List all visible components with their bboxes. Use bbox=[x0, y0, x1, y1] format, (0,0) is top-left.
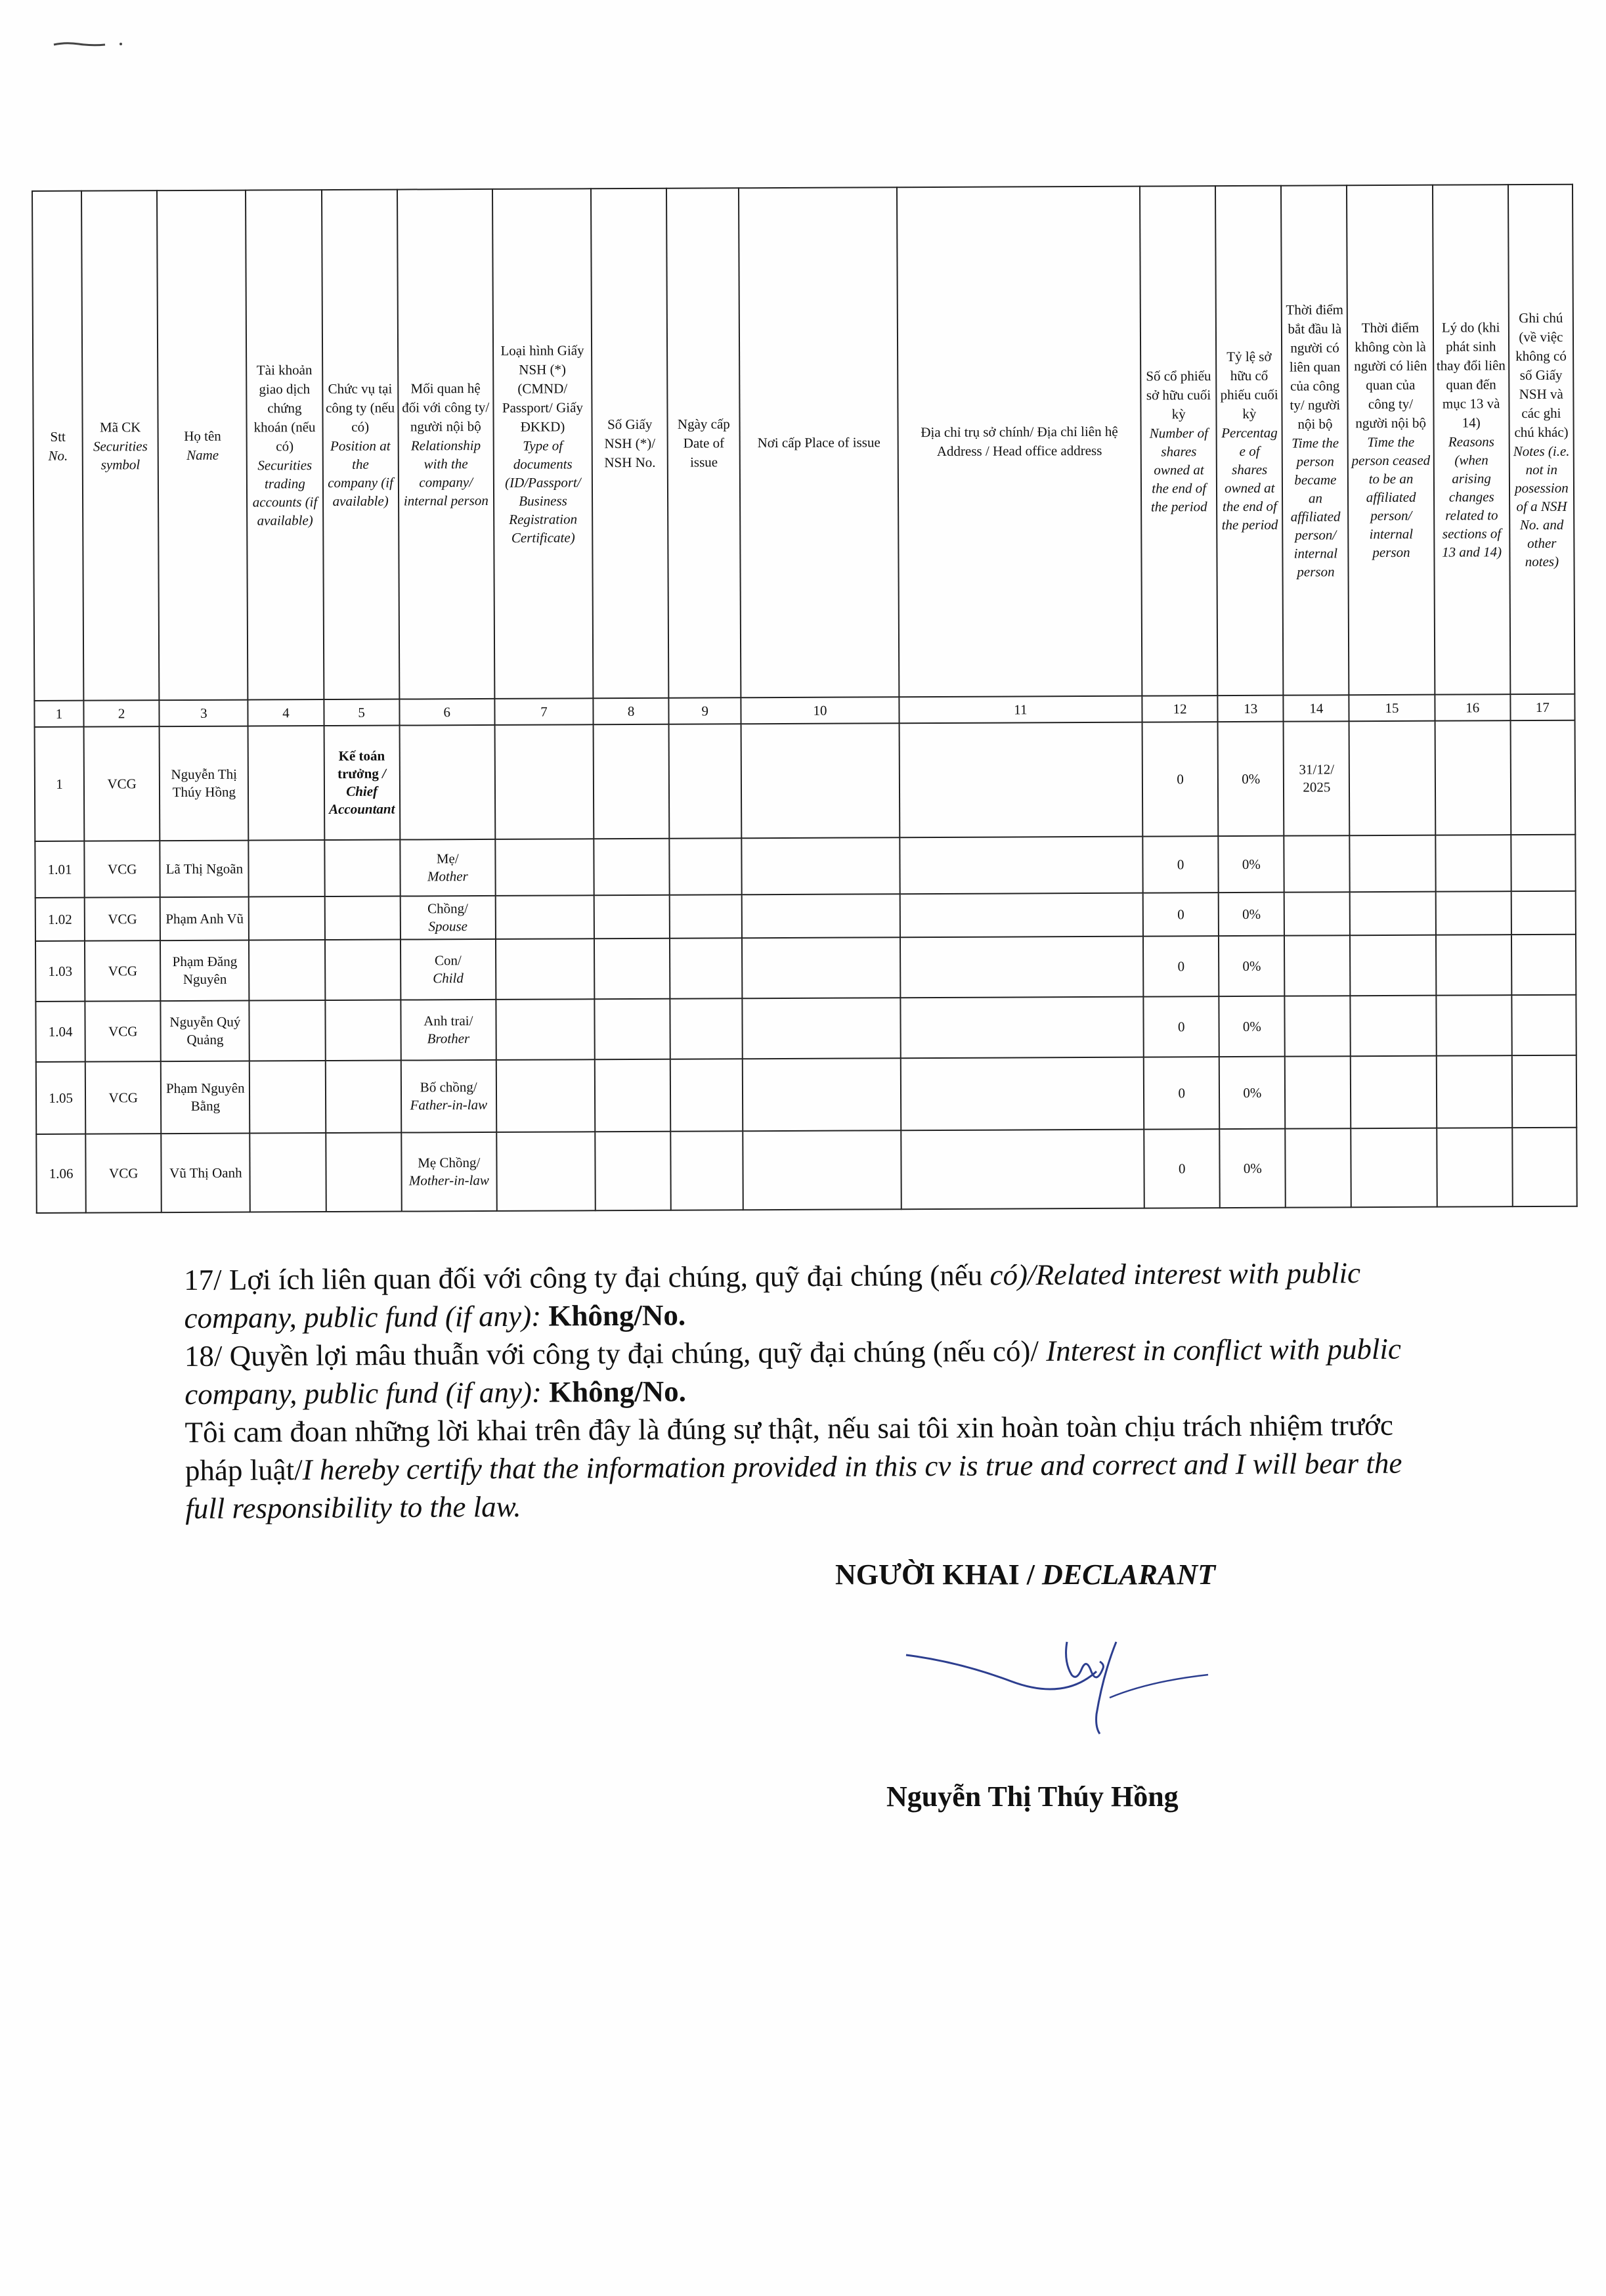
position-en: / Chief Accountant bbox=[328, 765, 395, 818]
column-header-vi: Số Giấy NSH (*)/ NSH No. bbox=[604, 416, 656, 470]
cell-end-date bbox=[1349, 721, 1435, 836]
cell-doc-type bbox=[494, 724, 594, 839]
column-header-vi: Mã CK bbox=[99, 418, 141, 435]
cell-empty bbox=[1511, 935, 1576, 995]
cell-empty bbox=[594, 839, 670, 896]
relationship-en: Spouse bbox=[428, 918, 467, 935]
cell-percent: 0% bbox=[1219, 893, 1284, 936]
cell-empty bbox=[900, 1057, 1144, 1131]
cell-empty bbox=[1512, 1128, 1577, 1206]
cell-symbol: VCG bbox=[84, 841, 160, 898]
cell-relationship bbox=[401, 1000, 496, 1061]
cell-symbol: VCG bbox=[85, 1061, 162, 1134]
relationship-vi: Mẹ Chồng/ bbox=[418, 1155, 481, 1171]
column-header bbox=[1508, 185, 1575, 694]
cell-empty bbox=[1511, 995, 1576, 1055]
cell-stt: 1.04 bbox=[35, 1002, 85, 1062]
cell-empty bbox=[326, 1133, 402, 1212]
cell-relationship bbox=[399, 725, 495, 840]
column-number: 6 bbox=[399, 699, 494, 726]
column-header bbox=[1215, 186, 1284, 695]
column-header-vi: Địa chỉ trụ sở chính/ Địa chỉ liên hệ Address / Head office address bbox=[921, 423, 1118, 459]
p17-en: có)/Related interest with public company, public fund (if any): bbox=[184, 1256, 1361, 1335]
cell-shares: 0 bbox=[1144, 1129, 1220, 1208]
cell-empty bbox=[496, 1059, 596, 1132]
cell-percent: 0% bbox=[1219, 836, 1284, 893]
cell-empty bbox=[1286, 1128, 1352, 1207]
column-header-en: Reasons (when arising changes related to sections of 13 and 14) bbox=[1442, 433, 1502, 560]
cell-empty bbox=[595, 1059, 671, 1132]
cell-empty bbox=[595, 1132, 671, 1211]
certification-paragraph bbox=[184, 1405, 1446, 1528]
cell-issue-date bbox=[669, 724, 742, 838]
cell-empty bbox=[900, 893, 1143, 938]
relationship-en: Mother bbox=[427, 868, 468, 885]
cell-relationship bbox=[401, 1060, 496, 1133]
column-header-vi: Thời điểm bắt đầu là người có liên quan của công ty/ người nội bộ bbox=[1286, 301, 1344, 432]
declarant-title bbox=[835, 1558, 1215, 1591]
cell-empty bbox=[900, 937, 1144, 998]
cell-empty bbox=[1511, 835, 1576, 891]
column-header-vi: Tỷ lệ sở hữu cổ phiếu cuối kỳ bbox=[1220, 348, 1278, 422]
p17-answer: Không/No. bbox=[541, 1298, 686, 1333]
p17-vi: 17/ Lợi ích liên quan đối với công ty đại chúng, quỹ đại chúng (nếu bbox=[184, 1258, 990, 1296]
p18-answer: Không/No. bbox=[541, 1375, 687, 1409]
cell-shares: 0 bbox=[1143, 893, 1219, 937]
column-number: 12 bbox=[1142, 695, 1217, 722]
cell-empty bbox=[1512, 1055, 1577, 1128]
scan-mark bbox=[53, 39, 125, 49]
column-header-en: Notes (i.e. not in posession of a NSH No. and other notes) bbox=[1513, 443, 1570, 569]
p18-en: Interest in conflict with public company, public fund (if any): bbox=[184, 1332, 1402, 1411]
table-row bbox=[35, 935, 1576, 1002]
related-persons-table bbox=[32, 184, 1578, 1214]
cell-empty bbox=[1436, 1055, 1512, 1128]
cell-empty bbox=[324, 896, 400, 940]
cell-relationship bbox=[401, 939, 496, 1000]
cell-percent: 0% bbox=[1218, 722, 1284, 836]
cell-empty bbox=[1284, 935, 1351, 996]
cell-address bbox=[899, 722, 1142, 838]
column-header-en: Securities symbol bbox=[93, 437, 148, 473]
table-row bbox=[35, 995, 1576, 1062]
cell-stt: 1.03 bbox=[35, 941, 85, 1002]
cell-relationship bbox=[400, 839, 496, 896]
column-header bbox=[1433, 185, 1511, 694]
cell-empty bbox=[249, 840, 325, 897]
cell-empty bbox=[742, 894, 900, 938]
cell-empty bbox=[496, 938, 595, 1000]
cell-empty bbox=[670, 1131, 743, 1210]
cell-empty bbox=[594, 999, 670, 1060]
column-number: 9 bbox=[669, 697, 741, 724]
cell-empty bbox=[249, 896, 324, 940]
cell-empty bbox=[1351, 1128, 1437, 1208]
column-number: 11 bbox=[899, 696, 1142, 724]
column-header bbox=[666, 188, 741, 697]
cell-name: Lã Thị Ngoãn bbox=[160, 841, 250, 898]
cell-empty bbox=[250, 1061, 326, 1134]
relationship-vi: Bố chồng/ bbox=[420, 1079, 477, 1095]
cell-empty bbox=[1437, 1128, 1513, 1207]
cell-empty bbox=[325, 1061, 401, 1134]
column-number: 16 bbox=[1435, 694, 1510, 721]
column-header-en: Position at the company (if available) bbox=[328, 437, 393, 509]
cell-reason bbox=[1435, 720, 1511, 835]
related-persons-table-wrap bbox=[32, 184, 1578, 1214]
cell-symbol: VCG bbox=[85, 1001, 161, 1062]
cell-percent: 0% bbox=[1219, 1057, 1286, 1129]
cell-empty bbox=[1351, 996, 1437, 1057]
cell-empty bbox=[670, 838, 743, 894]
column-header-en bbox=[901, 460, 1137, 462]
cell-empty bbox=[496, 999, 595, 1060]
cell-symbol: VCG bbox=[84, 726, 160, 841]
column-header-vi: Ngày cấp Date of issue bbox=[677, 415, 730, 470]
relationship-en: Child bbox=[433, 970, 464, 986]
column-header bbox=[1281, 185, 1349, 695]
column-number: 4 bbox=[248, 699, 324, 726]
column-header bbox=[897, 187, 1142, 697]
relationship-vi: Con/ bbox=[434, 952, 462, 969]
column-header bbox=[1140, 186, 1218, 695]
cell-empty bbox=[670, 938, 743, 998]
position-vi: Kế toán trưởng bbox=[337, 747, 385, 782]
cell-empty bbox=[496, 895, 594, 939]
cell-empty bbox=[743, 1058, 901, 1131]
table-row bbox=[35, 891, 1576, 941]
cell-relationship bbox=[400, 896, 495, 940]
cell-shares: 0 bbox=[1143, 996, 1219, 1057]
cell-shares: 0 bbox=[1144, 1057, 1220, 1130]
cell-empty bbox=[250, 1000, 326, 1061]
column-header-en bbox=[743, 452, 894, 453]
column-header-vi: Mối quan hệ đối với công ty/ người nội bộ bbox=[402, 380, 490, 434]
column-header bbox=[591, 188, 669, 698]
table-row bbox=[35, 835, 1575, 898]
related-interest-paragraph bbox=[184, 1253, 1445, 1337]
cell-stt: 1 bbox=[35, 727, 85, 841]
cell-empty bbox=[1350, 935, 1436, 996]
column-header bbox=[81, 190, 160, 700]
column-header-en: Type of documents (ID/Passport/ Business Registration Certificate) bbox=[505, 437, 581, 546]
cell-empty bbox=[594, 938, 670, 1000]
table-row bbox=[36, 1128, 1577, 1213]
column-number: 3 bbox=[160, 700, 248, 727]
cell-empty bbox=[1284, 835, 1350, 892]
table-row bbox=[36, 1055, 1576, 1134]
column-header bbox=[32, 191, 83, 701]
cell-empty bbox=[495, 839, 594, 896]
column-header-vi: Lý do (khi phát sinh thay đổi liên quan đến mục 13 và 14) bbox=[1436, 319, 1506, 431]
column-header bbox=[322, 190, 400, 699]
column-header-en: Securities trading accounts (if available) bbox=[252, 456, 318, 529]
cell-empty bbox=[670, 998, 743, 1059]
column-header-vi: Tài khoản giao dịch chứng khoán (nếu có) bbox=[253, 361, 316, 454]
cell-symbol: VCG bbox=[85, 897, 160, 941]
declarant-title-en: DECLARANT bbox=[1041, 1558, 1215, 1591]
cell-empty bbox=[1351, 1056, 1437, 1129]
declarant-title-vi: NGƯỜI KHAI / bbox=[835, 1558, 1042, 1591]
cell-notes bbox=[1510, 720, 1575, 835]
column-header-vi: Stt bbox=[50, 428, 66, 445]
declaration-paragraphs bbox=[184, 1253, 1446, 1528]
column-header bbox=[157, 190, 248, 701]
cell-empty bbox=[743, 1130, 901, 1210]
relationship-vi: Chồng/ bbox=[427, 900, 469, 917]
cell-name: Phạm Nguyên Bằng bbox=[161, 1061, 250, 1134]
column-header-en: Percentage of shares owned at the end of the period bbox=[1221, 424, 1278, 533]
column-header-vi: Số cổ phiếu sở hữu cuối kỳ bbox=[1146, 367, 1211, 422]
cell-empty bbox=[1435, 835, 1511, 892]
cell-name: Phạm Đăng Nguyên bbox=[160, 940, 250, 1002]
column-number: 1 bbox=[34, 701, 83, 727]
cell-shares: 0 bbox=[1142, 836, 1219, 893]
cell-stt: 1.01 bbox=[35, 841, 84, 898]
cell-name: Phạm Anh Vũ bbox=[160, 897, 249, 941]
cell-empty bbox=[743, 998, 901, 1059]
cell-empty bbox=[1350, 835, 1436, 893]
cell-name: Vũ Thị Oanh bbox=[162, 1134, 251, 1213]
column-header-vi: Loại hình Giấy NSH (*) (CMND/ Passport/ Giấy ĐKKD) bbox=[500, 342, 584, 435]
column-header-en: Relationship with the company/ internal person bbox=[403, 437, 488, 509]
column-header-en: Name bbox=[186, 447, 219, 463]
column-number: 2 bbox=[83, 700, 159, 727]
column-header-en: No. bbox=[48, 447, 68, 464]
column-header bbox=[397, 189, 495, 699]
column-header bbox=[246, 190, 324, 699]
relationship-en: Brother bbox=[427, 1030, 470, 1047]
header-row bbox=[32, 185, 1574, 701]
conflict-interest-paragraph bbox=[184, 1329, 1446, 1413]
cell-empty bbox=[250, 1133, 326, 1212]
cell-shares: 0 bbox=[1143, 936, 1219, 997]
cell-name: Nguyễn Thị Thúy Hồng bbox=[160, 726, 249, 841]
cell-empty bbox=[901, 1130, 1144, 1210]
column-header-en: Time the person became an affiliated person/ internal person bbox=[1290, 434, 1341, 580]
cell-empty bbox=[496, 1132, 596, 1211]
cell-empty bbox=[1284, 892, 1350, 935]
table-row-main-person bbox=[35, 720, 1576, 841]
signature-image bbox=[900, 1635, 1215, 1754]
p18-vi: 18/ Quyền lợi mâu thuẫn với công ty đại chúng, quỹ đại chúng (nếu có)/ bbox=[184, 1335, 1039, 1373]
column-header-vi: Thời điểm không còn là người có liên quan của công ty/ người nội bộ bbox=[1354, 319, 1427, 431]
cell-percent: 0% bbox=[1219, 936, 1285, 996]
cell-empty bbox=[1436, 995, 1512, 1056]
cell-percent: 0% bbox=[1219, 996, 1286, 1057]
column-header-en: Number of shares owned at the end of the period bbox=[1149, 424, 1208, 515]
cell-position bbox=[324, 726, 400, 841]
cell-empty bbox=[594, 895, 670, 939]
cell-empty bbox=[670, 894, 742, 938]
cell-empty bbox=[1285, 996, 1351, 1056]
cell-relationship bbox=[401, 1132, 497, 1212]
column-header bbox=[739, 187, 899, 697]
signer-name: Nguyễn Thị Thúy Hồng bbox=[886, 1780, 1179, 1813]
cell-name: Nguyễn Quý Quảng bbox=[161, 1001, 250, 1062]
cell-empty bbox=[1511, 891, 1576, 935]
column-header-vi: Nơi cấp Place of issue bbox=[757, 433, 880, 451]
cell-empty bbox=[1285, 1056, 1351, 1128]
cell-doc-no bbox=[594, 724, 670, 839]
relationship-vi: Anh trai/ bbox=[423, 1013, 473, 1029]
cell-empty bbox=[900, 837, 1143, 894]
column-number: 15 bbox=[1349, 695, 1435, 722]
cell-percent: 0% bbox=[1219, 1129, 1286, 1208]
relationship-vi: Mẹ/ bbox=[436, 850, 459, 867]
cell-empty bbox=[249, 940, 325, 1001]
cell-empty bbox=[670, 1059, 743, 1131]
column-number: 7 bbox=[494, 698, 593, 725]
certify-en: I hereby certify that the information provided in this cv is true and correct and I will bear the full responsibility to the law. bbox=[185, 1446, 1402, 1525]
column-number: 5 bbox=[324, 699, 399, 726]
cell-empty bbox=[1436, 935, 1512, 996]
cell-empty bbox=[742, 837, 900, 894]
cell-issue-place bbox=[741, 723, 900, 838]
column-header-vi: Chức vụ tại công ty (nếu có) bbox=[326, 380, 395, 435]
column-header-vi: Ghi chú (về việc không có số Giấy NSH và các ghi chú khác) bbox=[1514, 309, 1569, 440]
column-header bbox=[1347, 185, 1435, 695]
cell-stt: 1.06 bbox=[36, 1134, 86, 1213]
relationship-en: Mother-in-law bbox=[408, 1172, 489, 1189]
cell-stt: 1.02 bbox=[35, 898, 85, 941]
column-number: 10 bbox=[741, 697, 899, 724]
cell-shares: 0 bbox=[1142, 722, 1219, 837]
cell-empty bbox=[325, 1000, 401, 1061]
cell-empty bbox=[900, 997, 1144, 1059]
cell-symbol: VCG bbox=[85, 940, 161, 1002]
cell-empty bbox=[1435, 891, 1511, 935]
cell-trading-account bbox=[248, 726, 324, 841]
column-header-en: Time the person ceased to be an affiliated person/ internal person bbox=[1351, 433, 1431, 561]
cell-empty bbox=[1350, 892, 1435, 936]
cell-empty bbox=[325, 940, 401, 1001]
cell-symbol: VCG bbox=[85, 1134, 162, 1213]
column-number: 13 bbox=[1218, 695, 1284, 722]
relationship-en: Father-in-law bbox=[410, 1096, 488, 1113]
column-header bbox=[492, 188, 594, 699]
column-header-vi: Họ tên bbox=[184, 428, 221, 444]
column-number: 17 bbox=[1510, 694, 1574, 720]
column-number: 8 bbox=[593, 698, 668, 725]
cell-start-date: 31/12/ 2025 bbox=[1284, 721, 1350, 835]
cell-empty bbox=[742, 937, 900, 998]
cell-stt: 1.05 bbox=[36, 1062, 86, 1134]
certify-vi: Tôi cam đoan những lời khai trên đây là đúng sự thật, nếu sai tôi xin hoàn toàn chịu trách nhiệm trước pháp luật/ bbox=[184, 1408, 1394, 1487]
column-number: 14 bbox=[1284, 695, 1349, 721]
cell-empty bbox=[324, 840, 401, 897]
